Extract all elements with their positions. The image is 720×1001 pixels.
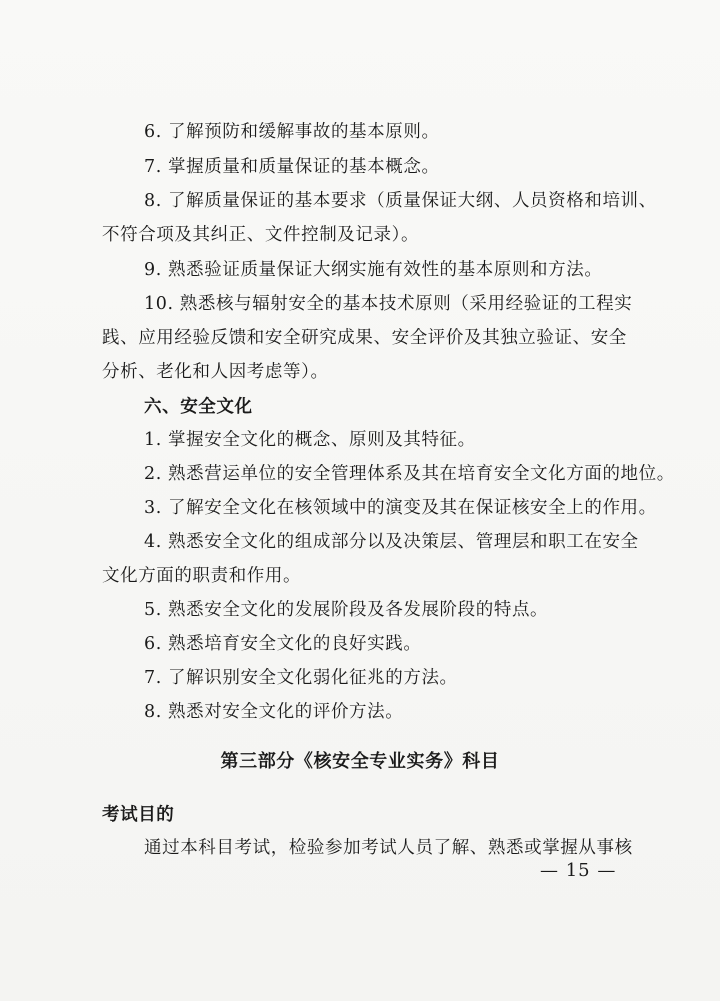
item-8-continuation: 不符合项及其纠正、文件控制及记录）。 bbox=[102, 225, 420, 245]
culture-item-2: 2. 熟悉营运单位的安全管理体系及其在培育安全文化方面的地位。 bbox=[144, 464, 675, 484]
part-three-title: 第三部分《核安全专业实务》科目 bbox=[220, 751, 500, 772]
item-10-continuation-1: 践、应用经验反馈和安全研究成果、安全评价及其独立验证、安全 bbox=[102, 328, 627, 348]
culture-item-1: 1. 掌握安全文化的概念、原则及其特征。 bbox=[144, 430, 476, 450]
item-6-accident-principles: 6. 了解预防和缓解事故的基本原则。 bbox=[144, 122, 440, 142]
culture-item-8: 8. 熟悉对安全文化的评价方法。 bbox=[144, 702, 404, 722]
culture-item-6: 6. 熟悉培育安全文化的良好实践。 bbox=[144, 634, 422, 654]
item-9-verification: 9. 熟悉验证质量保证大纲实施有效性的基本原则和方法。 bbox=[144, 260, 603, 280]
page-number: — 15 — bbox=[540, 860, 617, 881]
exam-purpose-heading: 考试目的 bbox=[102, 805, 175, 825]
culture-item-3: 3. 了解安全文化在核领域中的演变及其在保证核安全上的作用。 bbox=[144, 498, 657, 518]
culture-item-4-continuation: 文化方面的职责和作用。 bbox=[102, 566, 302, 586]
exam-purpose-text: 通过本科目考试，检验参加考试人员了解、熟悉或掌握从事核 bbox=[144, 838, 633, 858]
section-heading-safety-culture: 六、安全文化 bbox=[144, 397, 253, 417]
culture-item-4: 4. 熟悉安全文化的组成部分以及决策层、管理层和职工在安全 bbox=[144, 532, 639, 552]
item-10-continuation-2: 分析、老化和人因考虑等）。 bbox=[102, 362, 329, 382]
culture-item-7: 7. 了解识别安全文化弱化征兆的方法。 bbox=[144, 668, 458, 688]
item-10-technical-principles: 10. 熟悉核与辐射安全的基本技术原则（采用经验证的工程实 bbox=[144, 294, 633, 314]
culture-item-5: 5. 熟悉安全文化的发展阶段及各发展阶段的特点。 bbox=[144, 600, 549, 620]
item-8-quality-requirements: 8. 了解质量保证的基本要求（质量保证大纲、人员资格和培训、 bbox=[144, 191, 657, 211]
item-7-quality-concepts: 7. 掌握质量和质量保证的基本概念。 bbox=[144, 157, 440, 177]
